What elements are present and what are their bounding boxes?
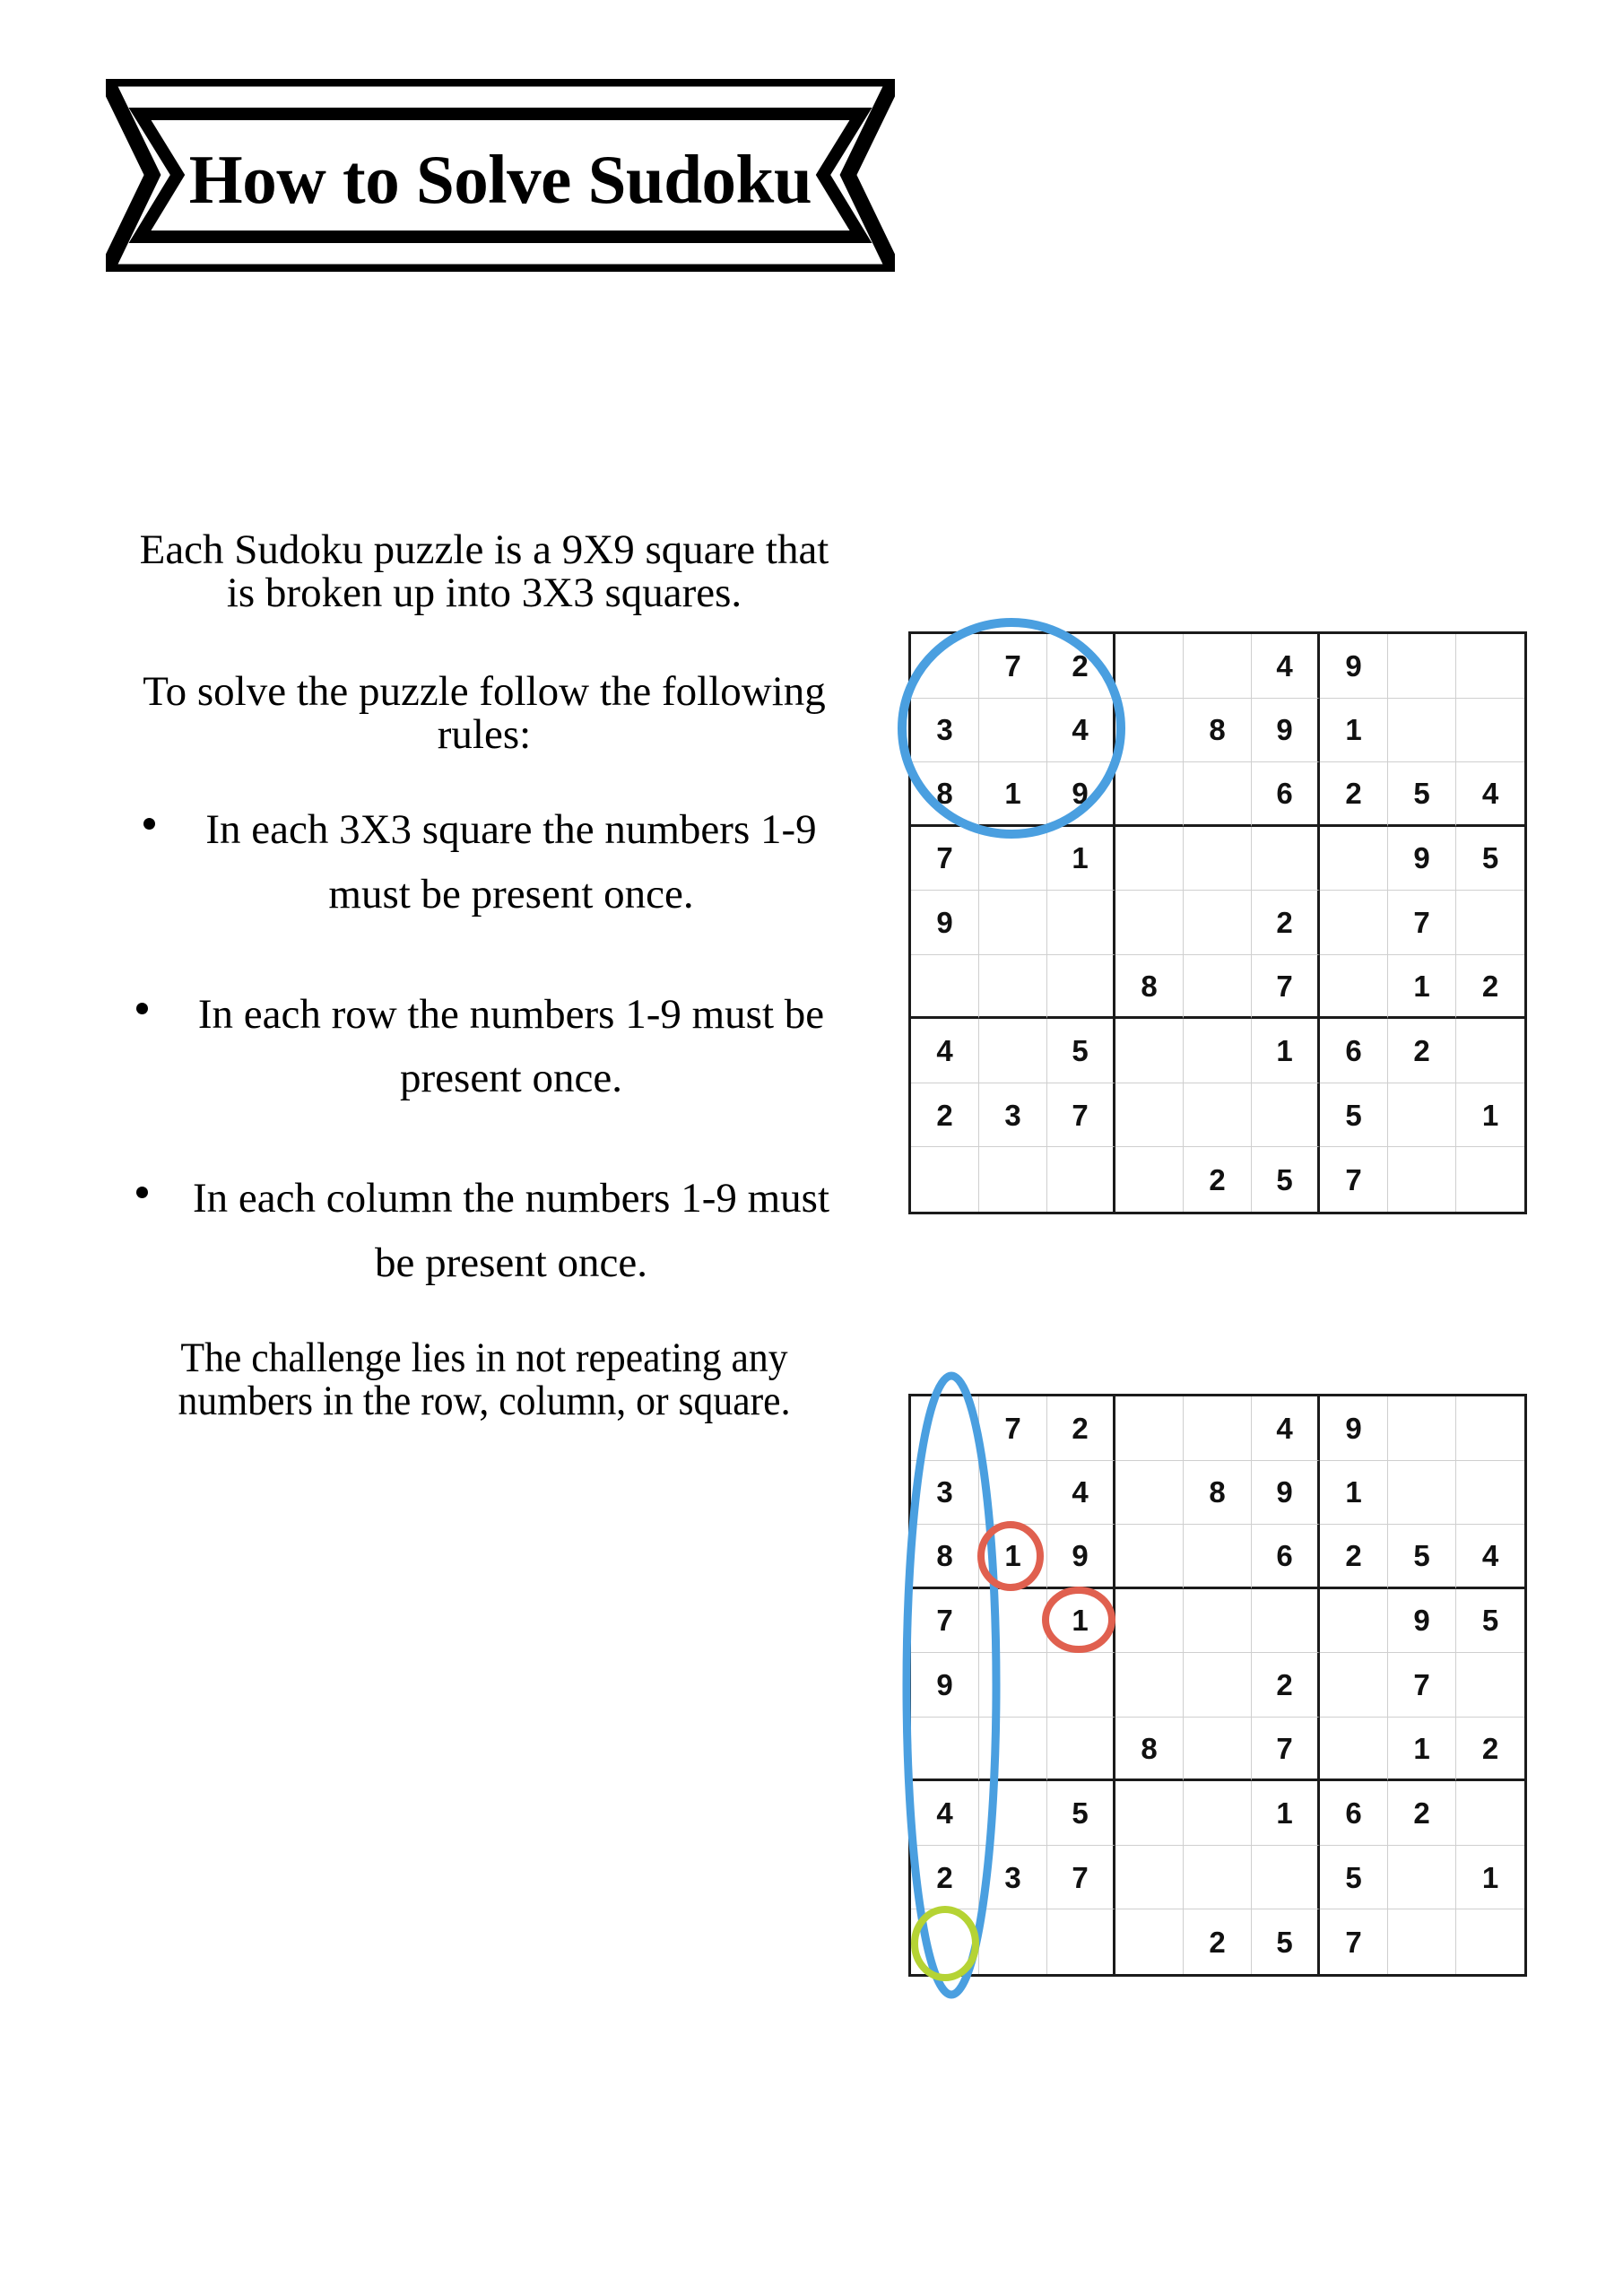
sudoku-cell-r8-c2[interactable]: 3 xyxy=(979,1846,1047,1910)
sudoku-cell-r5-c7[interactable] xyxy=(1320,1653,1388,1718)
sudoku-cell-r2-c1[interactable]: 3 xyxy=(911,699,979,763)
sudoku-cell-r2-c2[interactable] xyxy=(979,699,1047,763)
sudoku-cell-r9-c5[interactable]: 2 xyxy=(1184,1147,1252,1212)
sudoku-cell-r1-c6[interactable]: 4 xyxy=(1252,1396,1320,1461)
sudoku-cell-r3-c6[interactable]: 6 xyxy=(1252,1525,1320,1589)
sudoku-cell-r2-c2[interactable] xyxy=(979,1461,1047,1526)
sudoku-cell-r2-c4[interactable] xyxy=(1115,699,1184,763)
sudoku-cell-r6-c1[interactable] xyxy=(911,955,979,1020)
sudoku-cell-r4-c2[interactable] xyxy=(979,827,1047,891)
sudoku-cell-r8-c5[interactable] xyxy=(1184,1846,1252,1910)
sudoku-cell-r8-c7[interactable]: 5 xyxy=(1320,1083,1388,1148)
rules-lead-paragraph: To solve the puzzle follow the following rules: xyxy=(143,667,826,758)
sudoku-grid-2 xyxy=(908,1394,1527,1977)
sudoku-cell-r9-c7[interactable]: 7 xyxy=(1320,1147,1388,1212)
instructions-column xyxy=(126,526,843,1425)
sudoku-cell-r5-c2[interactable] xyxy=(979,891,1047,955)
sudoku-cell-r6-c7[interactable] xyxy=(1320,955,1388,1020)
sudoku-cell-r9-c5[interactable]: 2 xyxy=(1184,1909,1252,1974)
sudoku-cell-r2-c5[interactable]: 8 xyxy=(1184,1461,1252,1526)
sudoku-cell-r3-c8[interactable]: 5 xyxy=(1388,762,1456,827)
sudoku-cell-r4-c4[interactable] xyxy=(1115,1589,1184,1654)
sudoku-cell-r2-c7[interactable]: 1 xyxy=(1320,1461,1388,1526)
sudoku-cell-r8-c6[interactable] xyxy=(1252,1846,1320,1910)
sudoku-cell-r6-c6[interactable]: 7 xyxy=(1252,1718,1320,1782)
sudoku-cell-r4-c1[interactable]: 7 xyxy=(911,1589,979,1654)
sudoku-cell-r7-c4[interactable] xyxy=(1115,1019,1184,1083)
spacer xyxy=(126,1296,843,1337)
sudoku-cell-r4-c6[interactable] xyxy=(1252,827,1320,891)
sudoku-cell-r7-c7[interactable]: 6 xyxy=(1320,1781,1388,1846)
sudoku-cell-r6-c8[interactable]: 1 xyxy=(1388,1718,1456,1782)
sudoku-cell-r3-c1[interactable]: 8 xyxy=(911,1525,979,1589)
sudoku-cell-r6-c9[interactable]: 2 xyxy=(1456,955,1524,1020)
sudoku-figure-2 xyxy=(908,1394,1527,1977)
sudoku-cell-r1-c9[interactable] xyxy=(1456,634,1524,699)
sudoku-cell-r6-c3[interactable] xyxy=(1047,1718,1115,1782)
sudoku-cell-r4-c4[interactable] xyxy=(1115,827,1184,891)
sudoku-cell-r1-c7[interactable]: 9 xyxy=(1320,1396,1388,1461)
sudoku-cell-r2-c3[interactable]: 4 xyxy=(1047,1461,1115,1526)
sudoku-cell-r1-c2[interactable]: 7 xyxy=(979,1396,1047,1461)
closing-paragraph: The challenge lies in not repeating any numbers in the row, column, or square. xyxy=(178,1335,791,1425)
sudoku-cell-r1-c8[interactable] xyxy=(1388,1396,1456,1461)
spacer xyxy=(126,615,843,671)
sudoku-cell-r3-c3[interactable]: 9 xyxy=(1047,762,1115,827)
sudoku-cell-r6-c9[interactable]: 2 xyxy=(1456,1718,1524,1782)
sudoku-cell-r9-c6[interactable]: 5 xyxy=(1252,1909,1320,1974)
sudoku-cell-r8-c3[interactable]: 7 xyxy=(1047,1083,1115,1148)
sudoku-cell-r2-c9[interactable] xyxy=(1456,1461,1524,1526)
sudoku-cell-r3-c9[interactable]: 4 xyxy=(1456,762,1524,827)
sudoku-cell-r7-c5[interactable] xyxy=(1184,1781,1252,1846)
sudoku-cell-r8-c5[interactable] xyxy=(1184,1083,1252,1148)
sudoku-cell-r3-c4[interactable] xyxy=(1115,762,1184,827)
sudoku-cell-r4-c5[interactable] xyxy=(1184,1589,1252,1654)
sudoku-cell-r7-c3[interactable]: 5 xyxy=(1047,1781,1115,1846)
sudoku-cell-r6-c8[interactable]: 1 xyxy=(1388,955,1456,1020)
sudoku-cell-r6-c4[interactable]: 8 xyxy=(1115,1718,1184,1782)
sudoku-cell-r6-c6[interactable]: 7 xyxy=(1252,955,1320,1020)
sudoku-cell-r3-c9[interactable]: 4 xyxy=(1456,1525,1524,1589)
sudoku-cell-r5-c3[interactable] xyxy=(1047,891,1115,955)
sudoku-cell-r5-c8[interactable]: 7 xyxy=(1388,1653,1456,1718)
sudoku-cell-r9-c7[interactable]: 7 xyxy=(1320,1909,1388,1974)
sudoku-cell-r1-c2[interactable]: 7 xyxy=(979,634,1047,699)
sudoku-cell-r8-c9[interactable]: 1 xyxy=(1456,1083,1524,1148)
bullet-dot-icon xyxy=(143,818,155,830)
sudoku-cell-r1-c5[interactable] xyxy=(1184,634,1252,699)
sudoku-cell-r8-c4[interactable] xyxy=(1115,1846,1184,1910)
sudoku-cell-r2-c1[interactable]: 3 xyxy=(911,1461,979,1526)
sudoku-cell-r9-c2[interactable] xyxy=(979,1147,1047,1212)
sudoku-cell-r5-c5[interactable] xyxy=(1184,891,1252,955)
sudoku-cell-r6-c4[interactable]: 8 xyxy=(1115,955,1184,1020)
sudoku-cell-r5-c4[interactable] xyxy=(1115,891,1184,955)
sudoku-cell-r7-c1[interactable]: 4 xyxy=(911,1781,979,1846)
sudoku-cell-r4-c3[interactable]: 1 xyxy=(1047,1589,1115,1654)
sudoku-cell-r1-c4[interactable] xyxy=(1115,634,1184,699)
bullet-text-row-rule: In each row the numbers 1-9 must be present once. xyxy=(197,990,825,1102)
sudoku-cell-r9-c3[interactable] xyxy=(1047,1909,1115,1974)
sudoku-cell-r7-c5[interactable] xyxy=(1184,1019,1252,1083)
sudoku-cell-r4-c3[interactable]: 1 xyxy=(1047,827,1115,891)
sudoku-cell-r1-c1[interactable] xyxy=(911,634,979,699)
sudoku-cell-r3-c2[interactable]: 1 xyxy=(979,1525,1047,1589)
sudoku-cell-r5-c9[interactable] xyxy=(1456,891,1524,955)
sudoku-cell-r1-c1[interactable] xyxy=(911,1396,979,1461)
page-title: How to Solve Sudoku xyxy=(188,141,812,218)
sudoku-cell-r8-c4[interactable] xyxy=(1115,1083,1184,1148)
sudoku-cell-r1-c7[interactable]: 9 xyxy=(1320,634,1388,699)
sudoku-cell-r3-c4[interactable] xyxy=(1115,1525,1184,1589)
bullet-dot-icon xyxy=(136,1003,148,1014)
sudoku-cell-r5-c1[interactable]: 9 xyxy=(911,1653,979,1718)
sudoku-grid-1 xyxy=(908,631,1527,1214)
sudoku-cell-r2-c7[interactable]: 1 xyxy=(1320,699,1388,763)
sudoku-cell-r2-c3[interactable]: 4 xyxy=(1047,699,1115,763)
sudoku-cell-r4-c1[interactable]: 7 xyxy=(911,827,979,891)
sudoku-cell-r6-c5[interactable] xyxy=(1184,1718,1252,1782)
sudoku-cell-r7-c6[interactable]: 1 xyxy=(1252,1019,1320,1083)
sudoku-cell-r5-c6[interactable]: 2 xyxy=(1252,1653,1320,1718)
spacer xyxy=(126,927,843,983)
sudoku-cell-r3-c2[interactable]: 1 xyxy=(979,762,1047,827)
sudoku-cell-r8-c3[interactable]: 7 xyxy=(1047,1846,1115,1910)
sudoku-cell-r2-c9[interactable] xyxy=(1456,699,1524,763)
sudoku-cell-r5-c6[interactable]: 2 xyxy=(1252,891,1320,955)
sudoku-cell-r4-c9[interactable]: 5 xyxy=(1456,827,1524,891)
list-item xyxy=(126,983,843,1112)
sudoku-cell-r7-c8[interactable]: 2 xyxy=(1388,1019,1456,1083)
sudoku-cell-r6-c5[interactable] xyxy=(1184,955,1252,1020)
sudoku-cell-r9-c3[interactable] xyxy=(1047,1147,1115,1212)
sudoku-cell-r7-c4[interactable] xyxy=(1115,1781,1184,1846)
sudoku-cell-r9-c9[interactable] xyxy=(1456,1909,1524,1974)
sudoku-cell-r9-c1[interactable] xyxy=(911,1147,979,1212)
sudoku-cell-r3-c3[interactable]: 9 xyxy=(1047,1525,1115,1589)
sudoku-cell-r7-c9[interactable] xyxy=(1456,1781,1524,1846)
sudoku-cell-r8-c8[interactable] xyxy=(1388,1846,1456,1910)
sudoku-cell-r2-c6[interactable]: 9 xyxy=(1252,1461,1320,1526)
sudoku-cell-r9-c1[interactable] xyxy=(911,1909,979,1974)
sudoku-cell-r9-c9[interactable] xyxy=(1456,1147,1524,1212)
sudoku-cell-r4-c6[interactable] xyxy=(1252,1589,1320,1654)
spacer xyxy=(126,1111,843,1167)
sudoku-cell-r2-c6[interactable]: 9 xyxy=(1252,699,1320,763)
sudoku-cell-r7-c1[interactable]: 4 xyxy=(911,1019,979,1083)
sudoku-cell-r3-c7[interactable]: 2 xyxy=(1320,762,1388,827)
sudoku-cell-r1-c6[interactable]: 4 xyxy=(1252,634,1320,699)
sudoku-cell-r6-c1[interactable] xyxy=(911,1718,979,1782)
sudoku-cell-r7-c9[interactable] xyxy=(1456,1019,1524,1083)
sudoku-cell-r2-c8[interactable] xyxy=(1388,1461,1456,1526)
sudoku-cell-r6-c2[interactable] xyxy=(979,1718,1047,1782)
sudoku-cell-r7-c7[interactable]: 6 xyxy=(1320,1019,1388,1083)
sudoku-cell-r8-c1[interactable]: 2 xyxy=(911,1846,979,1910)
sudoku-cell-r7-c3[interactable]: 5 xyxy=(1047,1019,1115,1083)
sudoku-cell-r4-c7[interactable] xyxy=(1320,827,1388,891)
sudoku-cell-r9-c4[interactable] xyxy=(1115,1147,1184,1212)
sudoku-cell-r3-c8[interactable]: 5 xyxy=(1388,1525,1456,1589)
sudoku-cell-r8-c8[interactable] xyxy=(1388,1083,1456,1148)
sudoku-cell-r4-c7[interactable] xyxy=(1320,1589,1388,1654)
sudoku-cell-r8-c2[interactable]: 3 xyxy=(979,1083,1047,1148)
sudoku-cell-r9-c8[interactable] xyxy=(1388,1147,1456,1212)
sudoku-cell-r4-c8[interactable]: 9 xyxy=(1388,1589,1456,1654)
sudoku-cell-r2-c8[interactable] xyxy=(1388,699,1456,763)
sudoku-cell-r1-c4[interactable] xyxy=(1115,1396,1184,1461)
bullet-text-square-rule: In each 3X3 square the numbers 1-9 must be present once. xyxy=(205,805,817,918)
sudoku-cell-r2-c4[interactable] xyxy=(1115,1461,1184,1526)
bullet-dot-icon xyxy=(136,1187,148,1198)
sudoku-cell-r8-c9[interactable]: 1 xyxy=(1456,1846,1524,1910)
sudoku-cell-r3-c5[interactable] xyxy=(1184,762,1252,827)
sudoku-cell-r9-c6[interactable]: 5 xyxy=(1252,1147,1320,1212)
sudoku-cell-r5-c8[interactable]: 7 xyxy=(1388,891,1456,955)
sudoku-cell-r7-c8[interactable]: 2 xyxy=(1388,1781,1456,1846)
sudoku-cell-r7-c2[interactable] xyxy=(979,1019,1047,1083)
list-item xyxy=(126,798,843,927)
sudoku-cell-r9-c8[interactable] xyxy=(1388,1909,1456,1974)
sudoku-cell-r1-c8[interactable] xyxy=(1388,634,1456,699)
sudoku-cell-r5-c3[interactable] xyxy=(1047,1653,1115,1718)
spacer xyxy=(126,757,843,798)
sudoku-cell-r5-c1[interactable]: 9 xyxy=(911,891,979,955)
sudoku-cell-r5-c4[interactable] xyxy=(1115,1653,1184,1718)
sudoku-cell-r9-c4[interactable] xyxy=(1115,1909,1184,1974)
sudoku-figure-1 xyxy=(908,631,1527,1214)
sudoku-cell-r8-c1[interactable]: 2 xyxy=(911,1083,979,1148)
sudoku-cell-r4-c5[interactable] xyxy=(1184,827,1252,891)
sudoku-cell-r3-c1[interactable]: 8 xyxy=(911,762,979,827)
sudoku-cell-r1-c5[interactable] xyxy=(1184,1396,1252,1461)
sudoku-cell-r8-c7[interactable]: 5 xyxy=(1320,1846,1388,1910)
sudoku-cell-r4-c2[interactable] xyxy=(979,1589,1047,1654)
sudoku-cell-r6-c2[interactable] xyxy=(979,955,1047,1020)
sudoku-cell-r5-c2[interactable] xyxy=(979,1653,1047,1718)
list-item xyxy=(126,1167,843,1296)
sudoku-cell-r6-c7[interactable] xyxy=(1320,1718,1388,1782)
bullet-text-column-rule: In each column the numbers 1-9 must be present once. xyxy=(192,1175,830,1287)
sudoku-cell-r8-c6[interactable] xyxy=(1252,1083,1320,1148)
sudoku-cell-r5-c5[interactable] xyxy=(1184,1653,1252,1718)
sudoku-cell-r3-c5[interactable] xyxy=(1184,1525,1252,1589)
sudoku-cell-r1-c3[interactable]: 2 xyxy=(1047,1396,1115,1461)
sudoku-cell-r9-c2[interactable] xyxy=(979,1909,1047,1974)
sudoku-cell-r3-c7[interactable]: 2 xyxy=(1320,1525,1388,1589)
sudoku-cell-r3-c6[interactable]: 6 xyxy=(1252,762,1320,827)
sudoku-cell-r7-c2[interactable] xyxy=(979,1781,1047,1846)
title-banner xyxy=(106,79,895,272)
sudoku-cell-r5-c9[interactable] xyxy=(1456,1653,1524,1718)
sudoku-cell-r2-c5[interactable]: 8 xyxy=(1184,699,1252,763)
sudoku-cell-r4-c8[interactable]: 9 xyxy=(1388,827,1456,891)
sudoku-cell-r6-c3[interactable] xyxy=(1047,955,1115,1020)
sudoku-cell-r1-c9[interactable] xyxy=(1456,1396,1524,1461)
intro-paragraph: Each Sudoku puzzle is a 9X9 square that is broken up into 3X3 squares. xyxy=(139,526,829,616)
sudoku-cell-r4-c9[interactable]: 5 xyxy=(1456,1589,1524,1654)
sudoku-cell-r5-c7[interactable] xyxy=(1320,891,1388,955)
sudoku-cell-r1-c3[interactable]: 2 xyxy=(1047,634,1115,699)
sudoku-cell-r7-c6[interactable]: 1 xyxy=(1252,1781,1320,1846)
